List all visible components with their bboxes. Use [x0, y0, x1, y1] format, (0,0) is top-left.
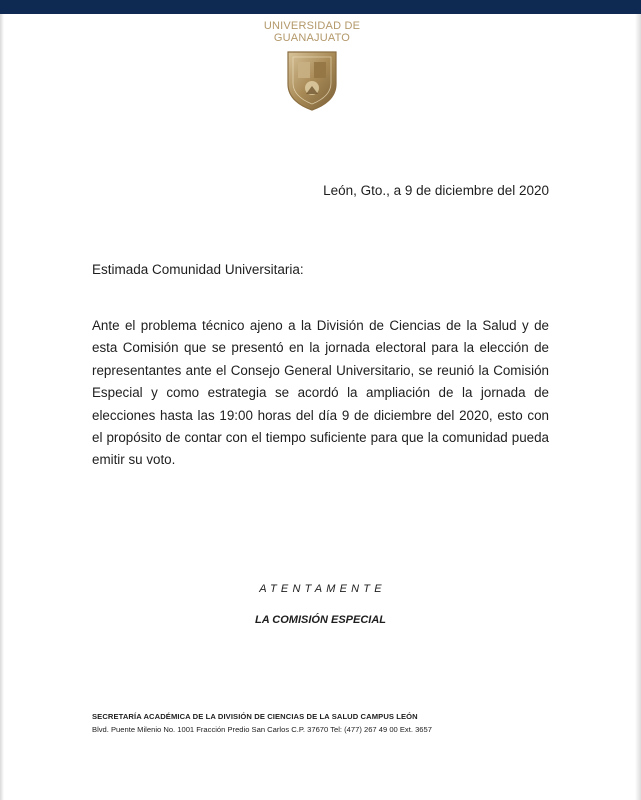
footer-address: Blvd. Puente Milenio No. 1001 Fracción Predio San Carlos C.P. 37670 Tel: (477) 267 49 00 Ext. 3657 — [92, 725, 432, 734]
footer-department: SECRETARÍA ACADÉMICA DE LA DIVISIÓN DE CIENCIAS DE LA SALUD CAMPUS LEÓN — [92, 712, 418, 721]
university-name-line1: UNIVERSIDAD DE — [263, 20, 361, 32]
body-paragraph: Ante el problema técnico ajeno a la División de Ciencias de la Salud y de esta Comisión que se presentó en la jornada electoral para la elección de representantes ante el Consejo General Universitario, se reunió la Comisión Especial y como estrategia se acordó la ampliación de la jornada de elecciones hasta las 19:00 horas del día 9 de diciembre del 2020, esto con el propósito de contar con el tiempo suficiente para que la comunidad pueda emitir su voto. — [92, 318, 549, 468]
signer: LA COMISIÓN ESPECIAL — [255, 614, 386, 626]
university-name-line2: GUANAJUATO — [273, 32, 351, 44]
university-logo — [262, 20, 362, 112]
page-edge-right — [635, 14, 641, 800]
place-date: León, Gto., a 9 de diciembre del 2020 — [323, 183, 549, 198]
top-band — [0, 0, 641, 14]
university-crest-icon — [284, 48, 340, 112]
closing: ATENTAMENTE — [259, 583, 386, 595]
salutation: Estimada Comunidad Universitaria: — [92, 262, 304, 277]
page-edge-left — [0, 14, 4, 800]
